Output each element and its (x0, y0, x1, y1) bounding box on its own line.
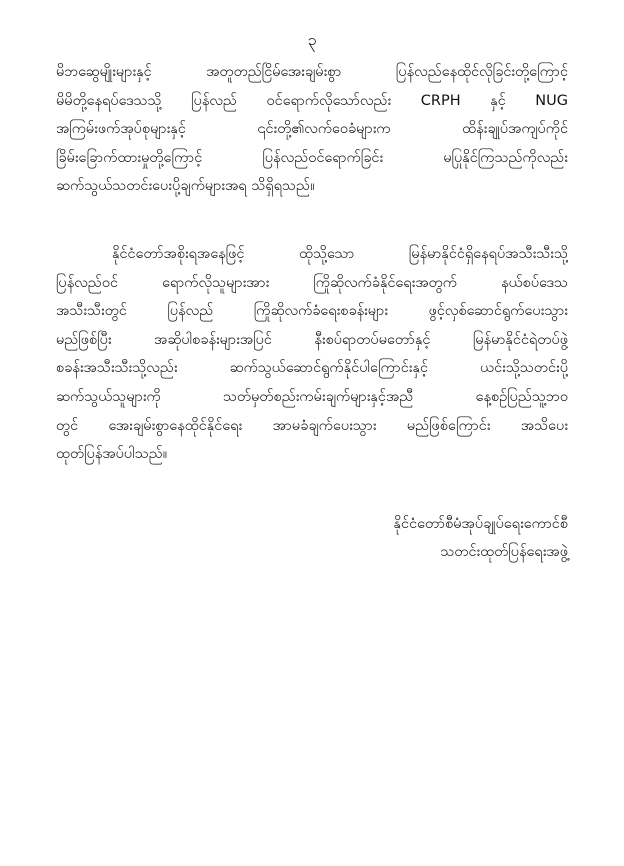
paragraph-line: ထုတ်ပြန်အပ်ပါသည်။ (56, 446, 168, 463)
signature-line-organization: နိုင်ငံတော်စီမံအုပ်ချုပ်ရေးကောင်စီ (393, 516, 568, 532)
signature-line-committee: သတင်းထုတ်ပြန်ရေးအဖွဲ့ (440, 544, 568, 560)
paragraph-line: တွင် အေးချမ်းစွာနေထိုင်နိုင်ရေး အာမခံချက်ပေးသွား မည်ဖြစ်ကြောင်း အသိပေး (56, 417, 568, 434)
page-number: ၃ (307, 30, 317, 49)
paragraph-line: ခြိမ်းခြောက်ထားမှုတို့ကြောင့် ပြန်လည်ဝင်ရောက်ခြင်း မပြုနိုင်ကြသည်ကိုလည်း (56, 149, 568, 166)
paragraph-line: ဆက်သွယ်သူများကို သတ်မှတ်စည်းကမ်းချက်များနှင့်အညီ နေ့စဉ်ပြည်သူ့ဘဝ (56, 388, 568, 405)
paragraph-line: အသီးသီးတွင် ပြန်လည် ကြိုဆိုလက်ခံရေးစခန်းများ ဖွင့်လှစ်ဆောင်ရွက်ပေးသွား (56, 303, 568, 320)
paragraph-line: မည်ဖြစ်ပြီး အဆိုပါစခန်းများအပြင် နီးစပ်ရာတပ်မတော်နှင့် မြန်မာနိုင်ငံရဲတပ်ဖွဲ့ (56, 331, 568, 348)
paragraph-line: မိဘဆွေမျိုးများနှင့် အတူတည်ငြိမ်အေးချမ်းစွာ ပြန်လည်နေထိုင်လိုခြင်းတို့ကြောင့် (56, 64, 568, 80)
signature-block (394, 510, 568, 566)
paragraph-line: ဆက်သွယ်သတင်းပေးပို့ချက်များအရ သိရှိရသည်။ (56, 178, 315, 195)
paragraph-1 (56, 58, 568, 201)
paragraph-line: ပြန်လည်ဝင် ရောက်လိုသူများအား ကြိုဆိုလက်ခံနိုင်ရေးအတွက် နယ်စပ်ဒေသ (56, 274, 568, 291)
paragraph-2 (56, 240, 568, 469)
paragraph-line: နိုင်ငံတော်အစိုးရအနေဖြင့် ထိုသို့သော မြန်မာနိုင်ငံရှိနေရပ်အသီးသီးသို့ (112, 246, 568, 262)
paragraph-line: စခန်းအသီးသီးသို့လည်း ဆက်သွယ်ဆောင်ရွက်နိုင်ပါကြောင်းနှင့် ယင်းသို့သတင်းပို့ (56, 360, 568, 377)
paragraph-line: မိမိတို့နေရပ်ဒေသသို့ ပြန်လည် ဝင်ရောက်လိုသော်လည်း CRPH နှင့် NUG (56, 92, 568, 109)
paragraph-line: အကြမ်းဖက်အုပ်စုများနှင့် ၎င်းတို့၏လက်ဝေခံများက ထိန်းချုပ်အကျပ်ကိုင် (56, 121, 568, 138)
